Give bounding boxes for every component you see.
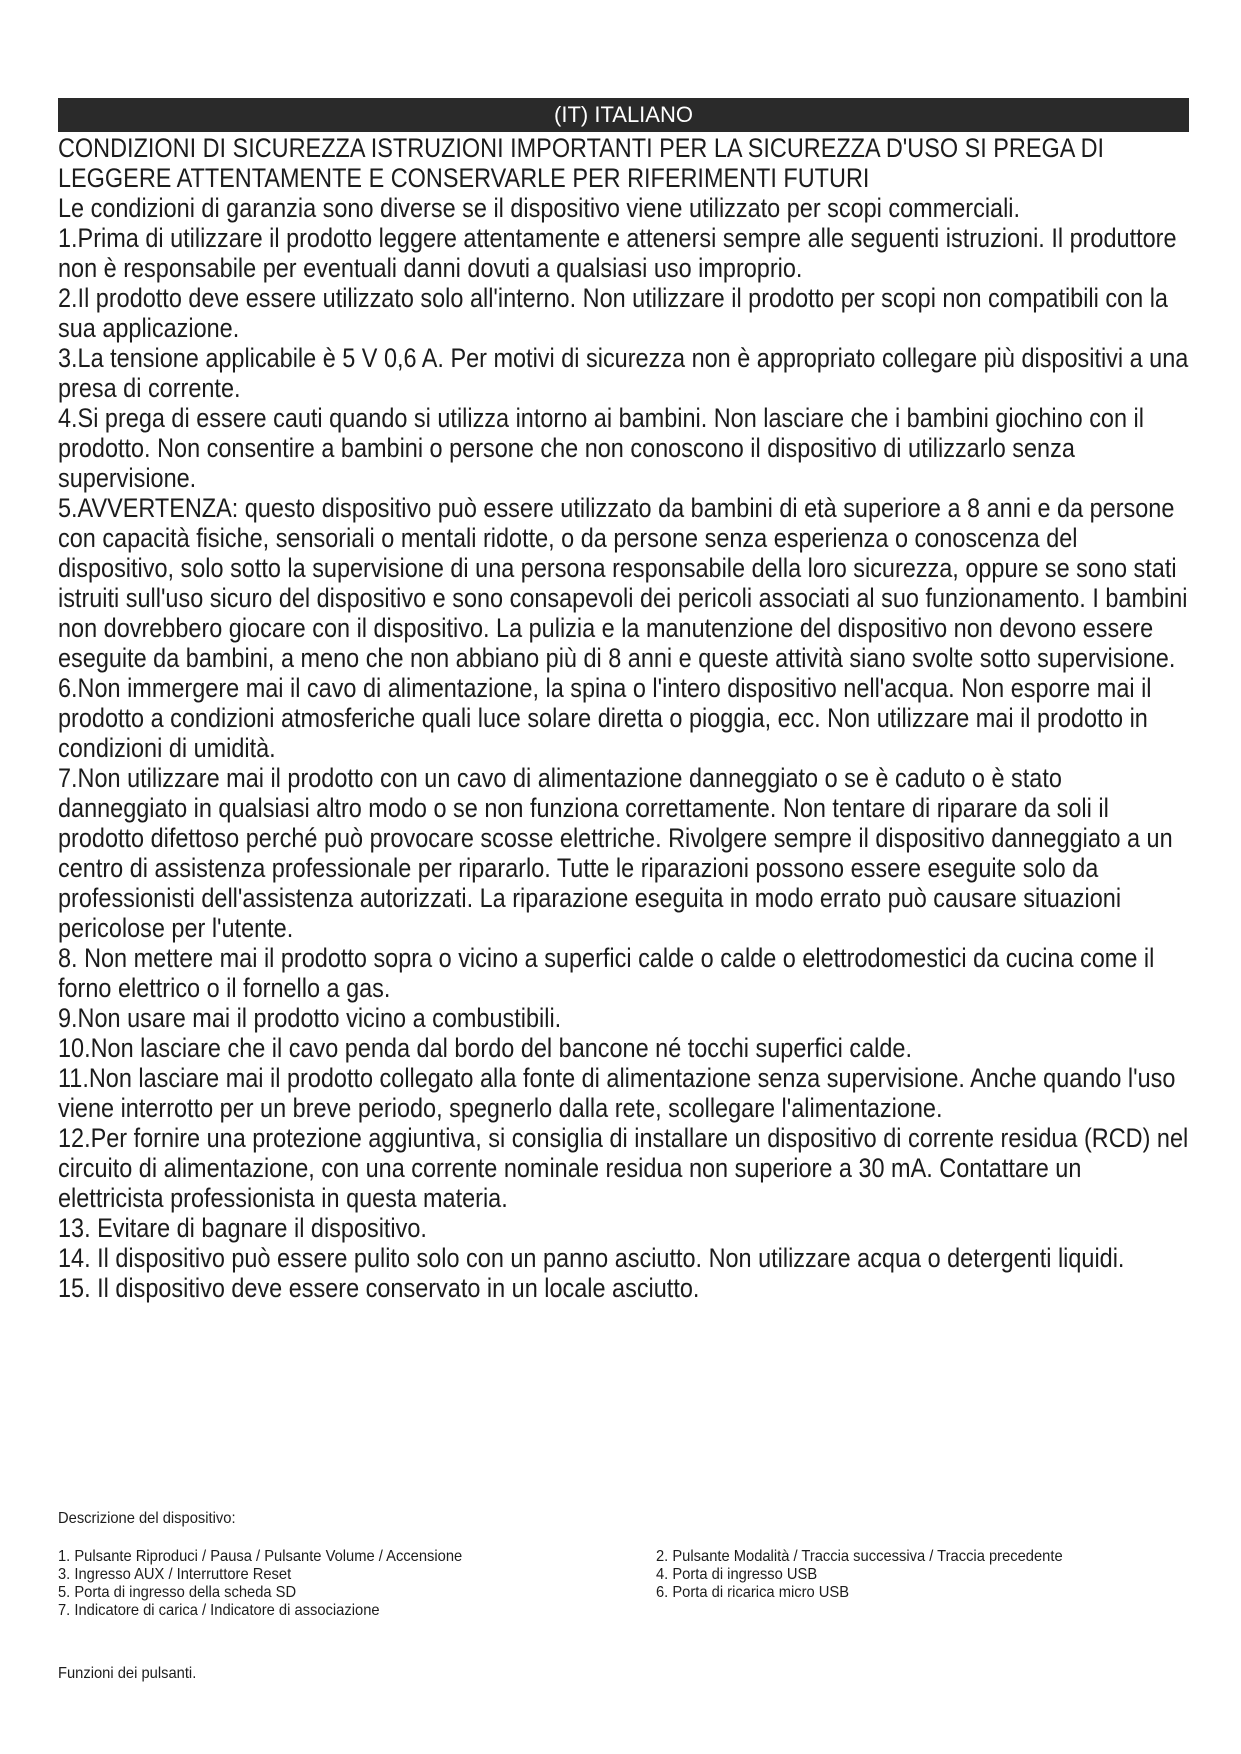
instruction-item: 8. Non mettere mai il prodotto sopra o vicino a superfici calde o calde o elettrodomestici da cucina come il forno elettrico o il fornello a gas. — [58, 943, 1155, 1003]
part-item: 2. Pulsante Modalità / Traccia successiva / Traccia precedente — [656, 1548, 1063, 1565]
safety-title: CONDIZIONI DI SICUREZZA ISTRUZIONI IMPORTANTI PER LA SICUREZZA D'USO SI PREGA DI LEGGERE ATTENTAMENTE E CONSERVARLE PER RIFERIMENTI FUTURI — [58, 133, 1105, 193]
warranty-note: Le condizioni di garanzia sono diverse se il dispositivo viene utilizzato per scopi commerciali. — [58, 193, 1021, 223]
instruction-item: 9.Non usare mai il prodotto vicino a combustibili. — [58, 1003, 562, 1033]
instruction-item: 7.Non utilizzare mai il prodotto con un cavo di alimentazione danneggiato o se è caduto o è stato danneggiato in qualsiasi altro modo o se non funziona correttamente. Non tentare di riparare da soli il prodotto difettoso perché può provocare scosse elettriche. Rivolgere sempre il dispositivo danneggiato a un centro di assistenza professionale per ripararlo. Tutte le riparazioni possono essere eseguite solo da professionisti dell'assistenza autorizzati. La riparazione eseguita in modo errato può causare situazioni pericolose per l'utente. — [58, 763, 1173, 943]
instruction-item: 6.Non immergere mai il cavo di alimentazione, la spina o l'intero dispositivo nell'acqua. Non esporre mai il prodotto a condizioni atmosferiche quali luce solare diretta o pioggia, ecc. Non utilizzare mai il prodotto in condizioni di umidità. — [58, 673, 1152, 763]
instruction-item: 13. Evitare di bagnare il dispositivo. — [58, 1213, 427, 1243]
language-header: (IT) ITALIANO — [58, 98, 1189, 132]
safety-instructions — [58, 133, 1191, 1303]
instruction-item: 3.La tensione applicabile è 5 V 0,6 A. Per motivi di sicurezza non è appropriato collegare più dispositivi a una presa di corrente. — [58, 343, 1189, 403]
parts-column-right — [656, 1548, 1063, 1602]
instruction-item: 11.Non lasciare mai il prodotto collegato alla fonte di alimentazione senza supervisione. Anche quando l'uso viene interrotto per un breve periodo, spegnerlo dalla rete, scollegare l'alimentazione. — [58, 1063, 1176, 1123]
part-item: 1. Pulsante Riproduci / Pausa / Pulsante Volume / Accensione — [58, 1548, 463, 1565]
instruction-item: 2.Il prodotto deve essere utilizzato solo all'interno. Non utilizzare il prodotto per scopi non compatibili con la sua applicazione. — [58, 283, 1168, 343]
instruction-item: 10.Non lasciare che il cavo penda dal bordo del bancone né tocchi superfici calde. — [58, 1033, 912, 1063]
instruction-item: 5.AVVERTENZA: questo dispositivo può essere utilizzato da bambini di età superiore a 8 anni e da persone con capacità fisiche, sensoriali o mentali ridotte, o da persone senza esperienza o conoscenza del dispositivo, solo sotto la supervisione di una persona responsabile della loro sicurezza, oppure se sono stati istruiti sull'uso sicuro del dispositivo e sono consapevoli dei pericoli associati al suo funzionamento. I bambini non dovrebbero giocare con il dispositivo. La pulizia e la manutenzione del dispositivo non devono essere eseguite da bambini, a meno che non abbiano più di 8 anni e queste attività siano svolte sotto supervisione. — [58, 493, 1188, 673]
part-item: 3. Ingresso AUX / Interruttore Reset — [58, 1566, 292, 1583]
parts-column-left — [58, 1548, 462, 1620]
part-item: 7. Indicatore di carica / Indicatore di associazione — [58, 1602, 380, 1619]
instruction-item: 14. Il dispositivo può essere pulito solo con un panno asciutto. Non utilizzare acqua o detergenti liquidi. — [58, 1243, 1125, 1273]
part-item: 6. Porta di ricarica micro USB — [656, 1584, 850, 1601]
button-functions-heading: Funzioni dei pulsanti. — [58, 1665, 197, 1682]
instruction-item: 12.Per fornire una protezione aggiuntiva, si consiglia di installare un dispositivo di corrente residua (RCD) nel circuito di alimentazione, con una corrente nominale residua non superiore a 30 mA. Contattare un elettricista professionista in questa materia. — [58, 1123, 1189, 1213]
device-description-heading: Descrizione del dispositivo: — [58, 1510, 236, 1527]
instruction-item: 15. Il dispositivo deve essere conservato in un locale asciutto. — [58, 1273, 700, 1303]
instruction-item: 4.Si prega di essere cauti quando si utilizza intorno ai bambini. Non lasciare che i bambini giochino con il prodotto. Non consentire a bambini o persone che non conoscono il dispositivo di utilizzarlo senza supervisione. — [58, 403, 1144, 493]
part-item: 4. Porta di ingresso USB — [656, 1566, 818, 1583]
part-item: 5. Porta di ingresso della scheda SD — [58, 1584, 297, 1601]
instruction-item: 1.Prima di utilizzare il prodotto leggere attentamente e attenersi sempre alle seguenti istruzioni. Il produttore non è responsabile per eventuali danni dovuti a qualsiasi uso improprio. — [58, 223, 1177, 283]
